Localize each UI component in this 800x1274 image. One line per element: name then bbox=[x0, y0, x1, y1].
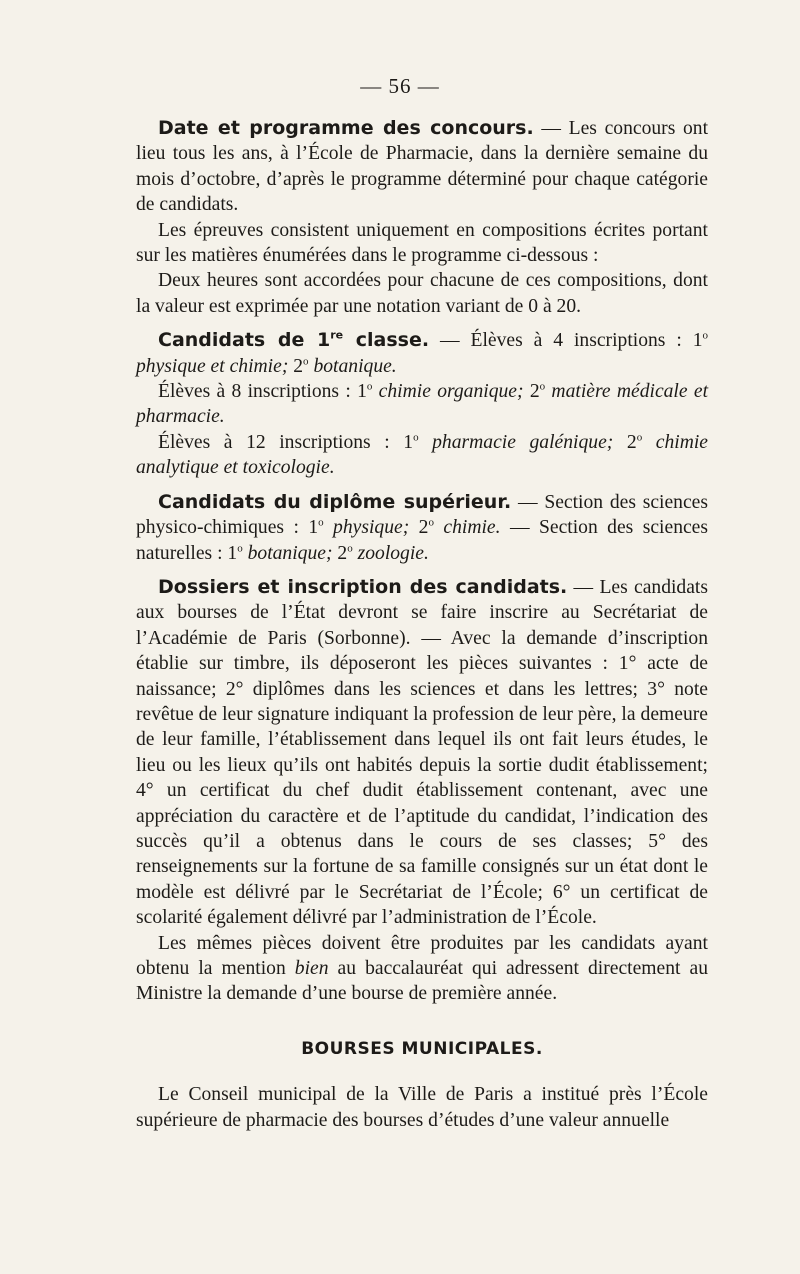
paragraph-conseil-municipal: Le Conseil municipal de la Ville de Paris a institué près l’École supérieure de pharmacie des bourses d’études d’une valeur annuelle bbox=[136, 1084, 708, 1131]
paragraph-deux-heures: Deux heures sont accordées pour chacune de ces compositions, dont la valeur est exprimée par une notation variant de 0 à 20. bbox=[136, 270, 708, 317]
paragraph-date-programme: Date et programme des concours. — Les concours ont lieu tous les ans, à l’École de Pharmacie, dans la dernière semaine du mois d’octobre, d’après le programme déterminé pour chaque catégorie de candidats. bbox=[136, 117, 709, 216]
paragraph-diplome-superieur: Candidats du diplôme supérieur. — Section des sciences physico-chimiques : 1$^o$ physique; 2$^o$ chimie. — Section des sciences naturelles : 1$^o$ botanique; 2$^o$ zoologie. bbox=[136, 490, 709, 564]
paragraph-memes-pieces: Les mêmes pièces doivent être produites par les candidats ayant obtenu la mention bien au baccalauréat qui adressent directement au Ministre la demande d’une bourse de première année. bbox=[136, 932, 708, 1005]
section-title-bourses-municipales: BOURSES MUNICIPALES. bbox=[301, 1038, 543, 1059]
heading-diplome-superieur: Candidats du diplôme supérieur. bbox=[158, 490, 512, 513]
page-number: — 56 — bbox=[360, 74, 440, 98]
heading-dossiers-inscription: Dossiers et inscription des candidats. bbox=[158, 575, 568, 598]
heading-premiere-classe: Candidats de 1re classe. bbox=[158, 328, 430, 352]
page-body bbox=[136, 116, 708, 1133]
heading-date-programme: Date et programme des concours. bbox=[158, 117, 534, 139]
paragraph-epreuves: Les épreuves consistent uniquement en compositions écrites portant sur les matières énumérées dans le programme ci-dessous : bbox=[136, 219, 708, 267]
paragraph-dossiers-inscription: Dossiers et inscription des candidats. — Les candidats aux bourses de l’État devront se faire inscrire au Secrétariat de l’Académie de Paris (Sorbonne). — Avec la demande d’inscription établie sur timbre, ils déposeront les pièces suivantes : 1° acte de naissance; 2° diplômes dans les sciences et dans les lettres; 3° note revêtue de leur signature indiquant la profession de leur père, la demeure de leur famille, l’établissement dans lequel ils ont fait leurs études, le lieu ou les lieux qu’ils ont habités depuis la sortie dudit établissement; 4° un certificat du chef dudit établissement contenant, avec une appréciation du caractère et de l’aptitude du candidat, l’indication des succès qu’il a obtenus dans le cours de ses classes; 5° des renseignements sur la fortune de sa famille consignés sur un état dont le modèle est délivré par le Secrétariat de l’École; 6° un certificat de scolarité également délivré par l’administration de l’École. bbox=[136, 575, 708, 929]
paragraph-huit-inscriptions: Élèves à 8 inscriptions : 1$^o$ chimie organique; 2$^o$ matière médicale et pharmacie. bbox=[136, 380, 709, 428]
paragraph-premiere-classe: Candidats de 1re classe. — Élèves à 4 inscriptions : 1$^o$ physique et chimie; 2$^o$ botanique. bbox=[136, 328, 709, 377]
paragraph-douze-inscriptions: Élèves à 12 inscriptions : 1$^o$ pharmacie galénique; 2$^o$ chimie analytique et toxicologie. bbox=[136, 431, 708, 479]
